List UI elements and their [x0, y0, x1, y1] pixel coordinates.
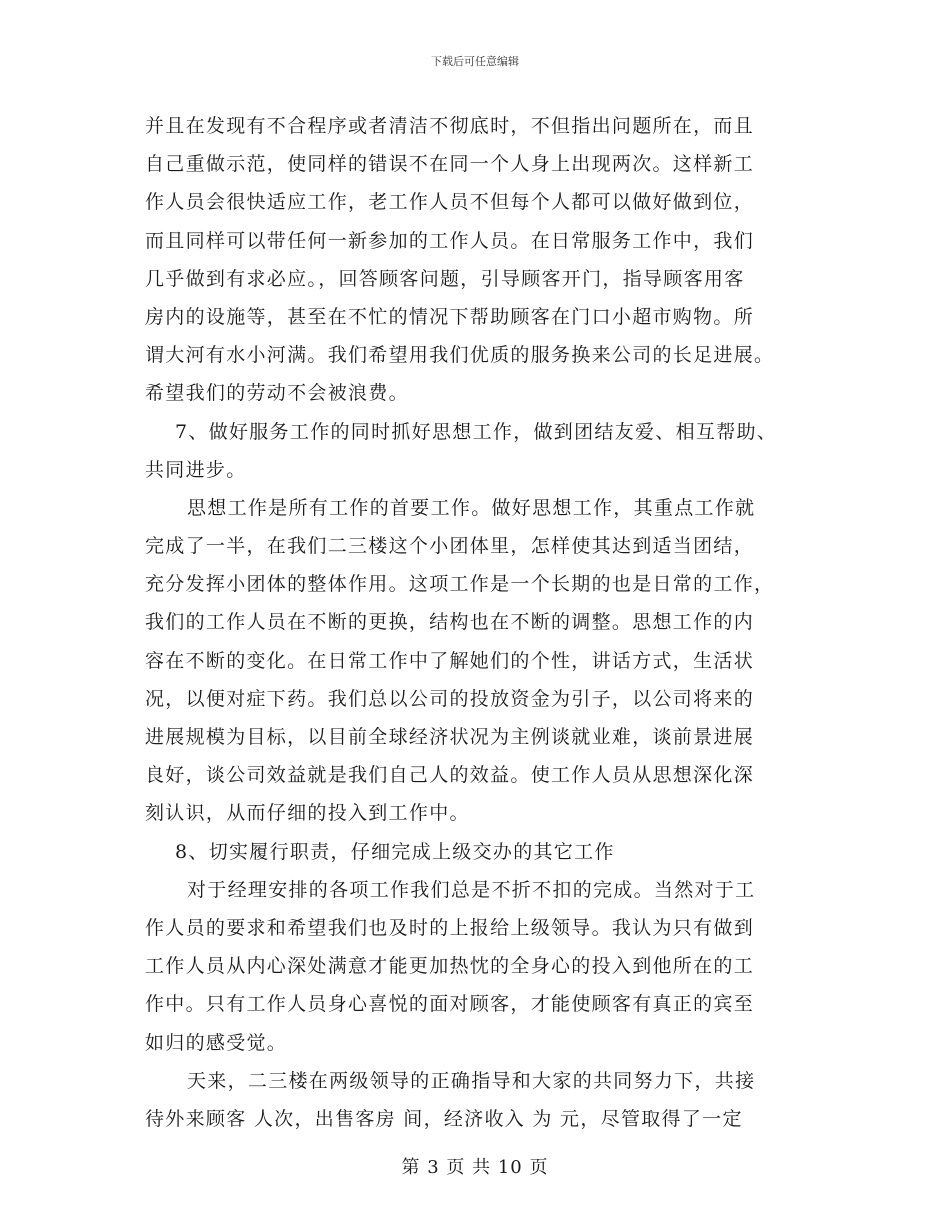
document-body: [145, 107, 825, 1138]
text-line: 刻认识，从而仔细的投入到工作中。: [145, 802, 470, 825]
text-line: 7、做好服务工作的同时抓好思想工作，做到团结友爱、相互帮助、: [175, 420, 778, 443]
text-line: 而且同样可以带任何一新参加的工作人员。在日常服务工作中，我们: [145, 229, 755, 252]
text-line: 希望我们的劳动不会被浪费。: [145, 382, 409, 405]
text-line: 谓大河有水小河满。我们希望用我们优质的服务换来公司的长足进展。: [145, 344, 775, 367]
text-line: 完成了一半，在我们二三楼这个小团体里，怎样使其达到适当团结，: [145, 535, 755, 558]
text-line: 对于经理安排的各项工作我们总是不折不扣的完成。当然对于工: [187, 878, 756, 901]
text-line: 容在不断的变化。在日常工作中了解她们的个性，讲话方式，生活状: [145, 649, 755, 672]
text-line: 工作人员从内心深处满意才能更加热忱的全身心的投入到他所在的工: [145, 955, 755, 978]
text-line: 天来，二三楼在两级领导的正确指导和大家的共同努力下，共接: [187, 1069, 756, 1092]
page-footer: 第 3 页 共 10 页: [401, 1157, 549, 1178]
text-line: 进展规模为目标，以目前全球经济状况为主例谈就业难，谈前景进展: [145, 726, 755, 748]
text-line: 充分发挥小团体的整体作用。这项工作是一个长期的也是日常的工作，: [145, 573, 775, 596]
text-line: 作中。只有工作人员身心喜悦的面对顾客，才能使顾客有真正的宾至: [145, 993, 755, 1016]
text-line: 自己重做示范，使同样的错误不在同一个人身上出现两次。这样新工: [145, 153, 755, 176]
text-line: 8、切实履行职责，仔细完成上级交办的其它工作: [175, 840, 615, 863]
text-line: 并且在发现有不合程序或者清洁不彻底时，不但指出问题所在，而且: [145, 115, 755, 137]
text-line: 作人员的要求和希望我们也及时的上报给上级领导。我认为只有做到: [145, 916, 755, 939]
text-line: 作人员会很快适应工作，老工作人员不但每个人都可以做好做到位，: [145, 191, 755, 214]
text-line: 思想工作是所有工作的首要工作。做好思想工作，其重点工作就: [187, 496, 756, 519]
text-line: 我们的工作人员在不断的更换，结构也在不断的调整。思想工作的内: [145, 611, 755, 634]
text-line: 如归的感受觉。: [145, 1031, 288, 1054]
text-line: 几乎做到有求必应。，回答顾客问题，引导顾客开门，指导顾客用客: [145, 267, 745, 290]
page-header-note: 下载后可任意编辑: [431, 55, 519, 68]
text-line: 房内的设施等，甚至在不忙的情况下帮助顾客在门口小超市购物。所: [145, 305, 755, 328]
text-line: 待外来顾客 人次，出售客房 间，经济收入 为 元，尽管取得了一定: [145, 1107, 743, 1130]
text-line: 况，以便对症下药。我们总以公司的投放资金为引子，以公司将来的: [145, 687, 755, 710]
text-line: 良好，谈公司效益就是我们自己人的效益。使工作人员从思想深化深: [145, 764, 755, 787]
text-line: 共同进步。: [145, 458, 247, 481]
